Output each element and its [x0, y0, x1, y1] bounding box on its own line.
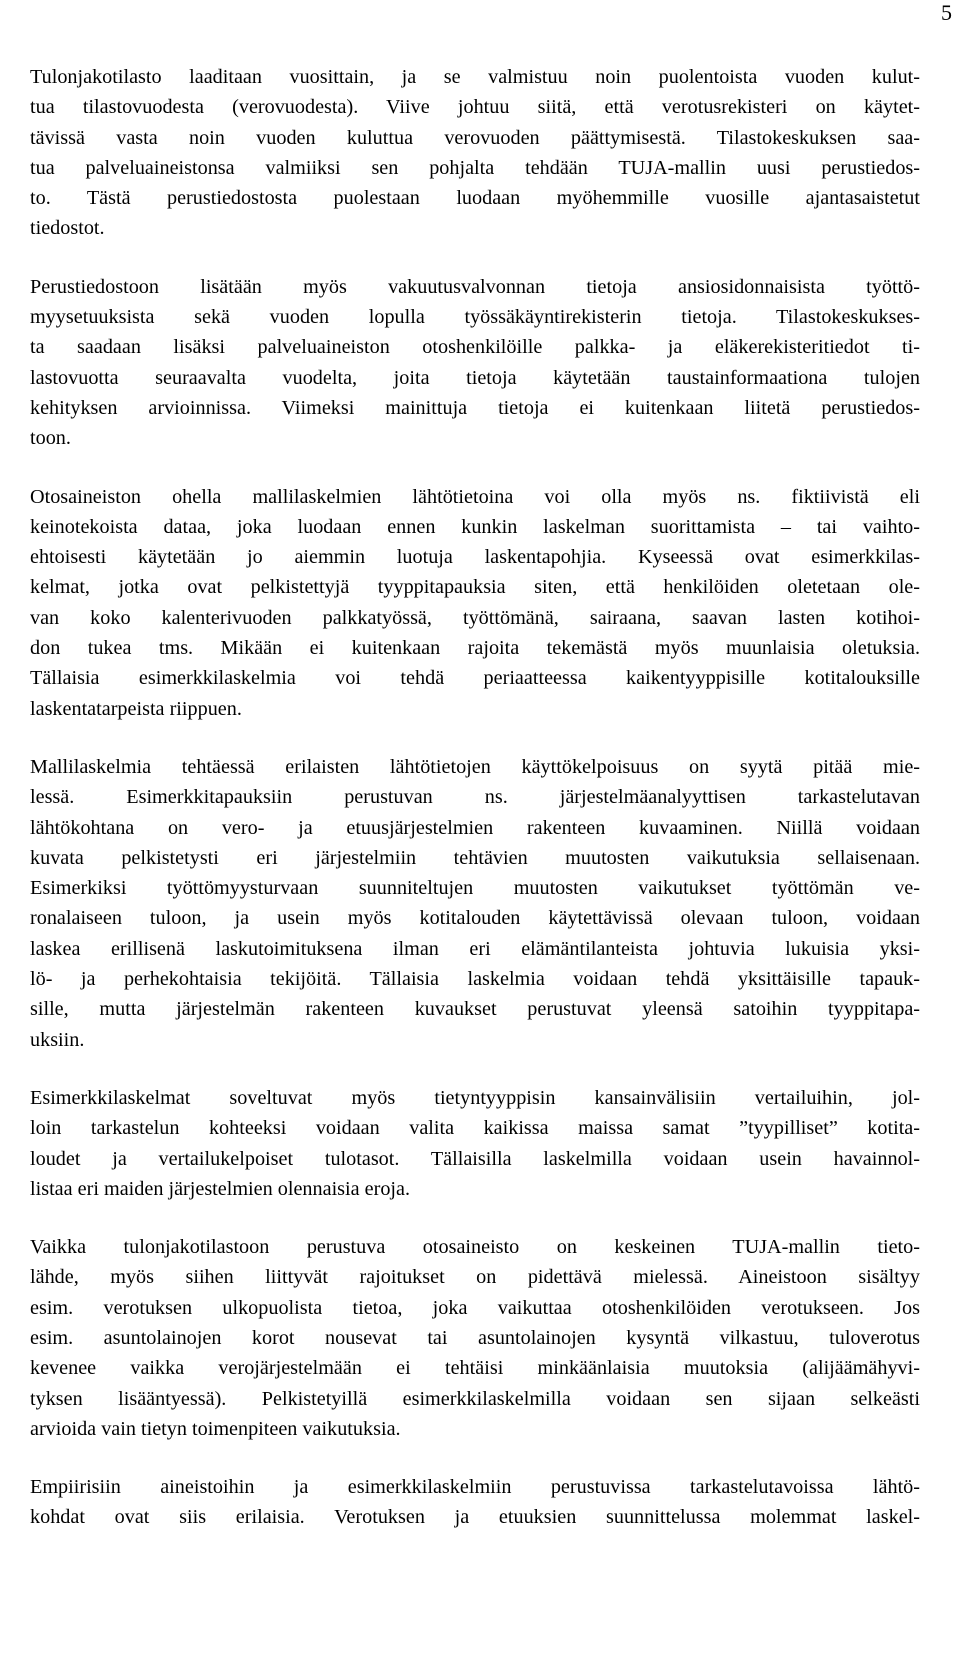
text-line: listaa eri maiden järjestelmien olennaisia eroja.: [30, 1177, 411, 1200]
text-line: to. Tästä perustiedostosta puolestaan luodaan myöhemmille vuosille ajantasaistetut: [30, 187, 920, 210]
text-line: kehityksen arvioinnissa. Viimeksi mainittuja tietoja ei kuitenkaan liitetä perustiedos-: [30, 396, 920, 419]
text-line: tyksen lisääntyessä). Pelkistetyillä esimerkkilaskelmilla voidaan sen sijaan selkeästi: [30, 1387, 920, 1410]
text-line: Tulonjakotilasto laaditaan vuosittain, ja se valmistuu noin puolentoista vuoden kulut-: [30, 66, 920, 88]
text-line: Mallilaskelmia tehtäessä erilaisten lähtötietojen käyttökelpoisuus on syytä pitää mie-: [30, 755, 920, 778]
text-line: tua palveluaineistonsa valmiiksi sen pohjalta tehdään TUJA-mallin uusi perustiedos-: [30, 156, 920, 179]
text-line: Empiirisiin aineistoihin ja esimerkkilaskelmiin perustuvissa tarkastelutavoissa lähtö-: [30, 1476, 920, 1499]
text-line: Esimerkkilaskelmat soveltuvat myös tietyntyyppisin kansainvälisiin vertailuihin, jol-: [30, 1086, 920, 1109]
paragraph: [30, 272, 920, 454]
page-number: 5: [941, 0, 952, 25]
text-line: lessä. Esimerkkitapauksiin perustuvan ns. järjestelmäanalyyttisen tarkastelutavan: [30, 786, 920, 809]
text-line: kohdat ovat siis erilaisia. Verotuksen ja etuuksien suunnittelussa molemmat laskel-: [30, 1506, 920, 1529]
paragraph: [30, 62, 920, 244]
text-line: Esimerkiksi työttömyysturvaan suunniteltujen muutosten vaikutukset työttömän ve-: [30, 877, 920, 900]
text-line: keinotekoista dataa, joka luodaan ennen kunkin laskelman suorittamista – tai vaihto-: [30, 515, 920, 538]
paragraph: [30, 1232, 920, 1444]
text-line: lähtökohtana on vero- ja etuusjärjestelmien rakenteen kuvaaminen. Niillä voidaan: [30, 816, 920, 839]
text-line: esim. verotuksen ulkopuolista tietoa, joka vaikuttaa otoshenkilöiden verotukseen. Jos: [30, 1296, 920, 1319]
text-line: arvioida vain tietyn toimenpiteen vaikutuksia.: [30, 1417, 401, 1440]
text-line: ehtoisesti käytetään jo aiemmin luotuja laskentapohjia. Kyseessä ovat esimerkkilas-: [30, 546, 920, 569]
text-line: Perustiedostoon lisätään myös vakuutusvalvonnan tietoja ansiosidonnaisista työttö-: [30, 275, 920, 298]
text-line: Tällaisia esimerkkilaskelmia voi tehdä periaatteessa kaikentyyppisille kotitalouksille: [30, 667, 920, 690]
text-line: tiedostot.: [30, 217, 105, 240]
text-line: lähde, myös siihen liittyvät rajoitukset on pidettävä mielessä. Aineistoon sisältyy: [30, 1266, 920, 1289]
paragraph: [30, 482, 920, 724]
paragraph: [30, 1083, 920, 1204]
text-line: van koko kalenterivuoden palkkatyössä, työttömänä, sairaana, saavan lasten kotihoi-: [30, 606, 920, 629]
text-line: tua tilastovuodesta (verovuodesta). Viive johtuu siitä, että verotusrekisteri on käytet-: [30, 96, 920, 119]
text-line: loudet ja vertailukelpoiset tulotasot. Tällaisilla laskelmilla voidaan usein havainnol-: [30, 1147, 920, 1170]
text-line: ronalaiseen tuloon, ja usein myös kotitalouden käytettävissä olevaan tuloon, voidaan: [30, 907, 920, 930]
text-line: toon.: [30, 427, 71, 450]
text-line: kevenee vaikka verojärjestelmään ei tehtäisi minkäänlaisia muutoksia (alijäämähyvi-: [30, 1357, 920, 1380]
text-line: kuvata pelkistetysti eri järjestelmiin tehtävien muutosten vaikutuksia sellaisenaan.: [30, 846, 920, 869]
paragraph: [30, 752, 920, 1055]
text-line: esim. asuntolainojen korot nousevat tai asuntolainojen kysyntä vilkastuu, tuloverotus: [30, 1326, 920, 1349]
text-line: lö- ja perhekohtaisia tekijöitä. Tällaisia laskelmia voidaan tehdä yksittäisille tapauk-: [30, 968, 920, 991]
text-line: loin tarkastelun kohteeksi voidaan valita kaikissa maissa samat ”tyypilliset” kotita-: [30, 1117, 920, 1140]
text-line: myysetuuksista sekä vuoden lopulla työssäkäyntirekisterin tietoja. Tilastokeskukses-: [30, 306, 920, 329]
text-line: laskentatarpeista riippuen.: [30, 697, 242, 720]
text-line: Otosaineiston ohella mallilaskelmien lähtötietoina voi olla myös ns. fiktiivistä eli: [30, 485, 920, 508]
text-line: laskea erillisenä laskutoimituksena ilman eri elämäntilanteista johtuvia lukuisia yksi-: [30, 937, 920, 960]
document-body: [30, 62, 920, 1561]
text-line: lastovuotta seuraavalta vuodelta, joita tietoja käytetään taustainformaationa tulojen: [30, 366, 920, 389]
text-line: kelmat, jotka ovat pelkistettyjä tyyppitapauksia siten, että henkilöiden oletetaan ole-: [30, 576, 920, 599]
text-line: Vaikka tulonjakotilastoon perustuva otosaineisto on keskeinen TUJA-mallin tieto-: [30, 1236, 920, 1259]
text-line: ta saadaan lisäksi palveluaineiston otoshenkilöille palkka- ja eläkerekisteritiedot ti-: [30, 336, 920, 359]
text-line: tävissä vasta noin vuoden kuluttua verovuoden päättymisestä. Tilastokeskuksen saa-: [30, 126, 920, 149]
text-line: sille, mutta järjestelmän rakenteen kuvaukset perustuvat yleensä satoihin tyyppitapa-: [30, 998, 920, 1021]
text-line: don tukea tms. Mikään ei kuitenkaan rajoita tekemästä myös muunlaisia oletuksia.: [30, 637, 920, 660]
paragraph: [30, 1472, 920, 1533]
text-line: uksiin.: [30, 1028, 85, 1051]
